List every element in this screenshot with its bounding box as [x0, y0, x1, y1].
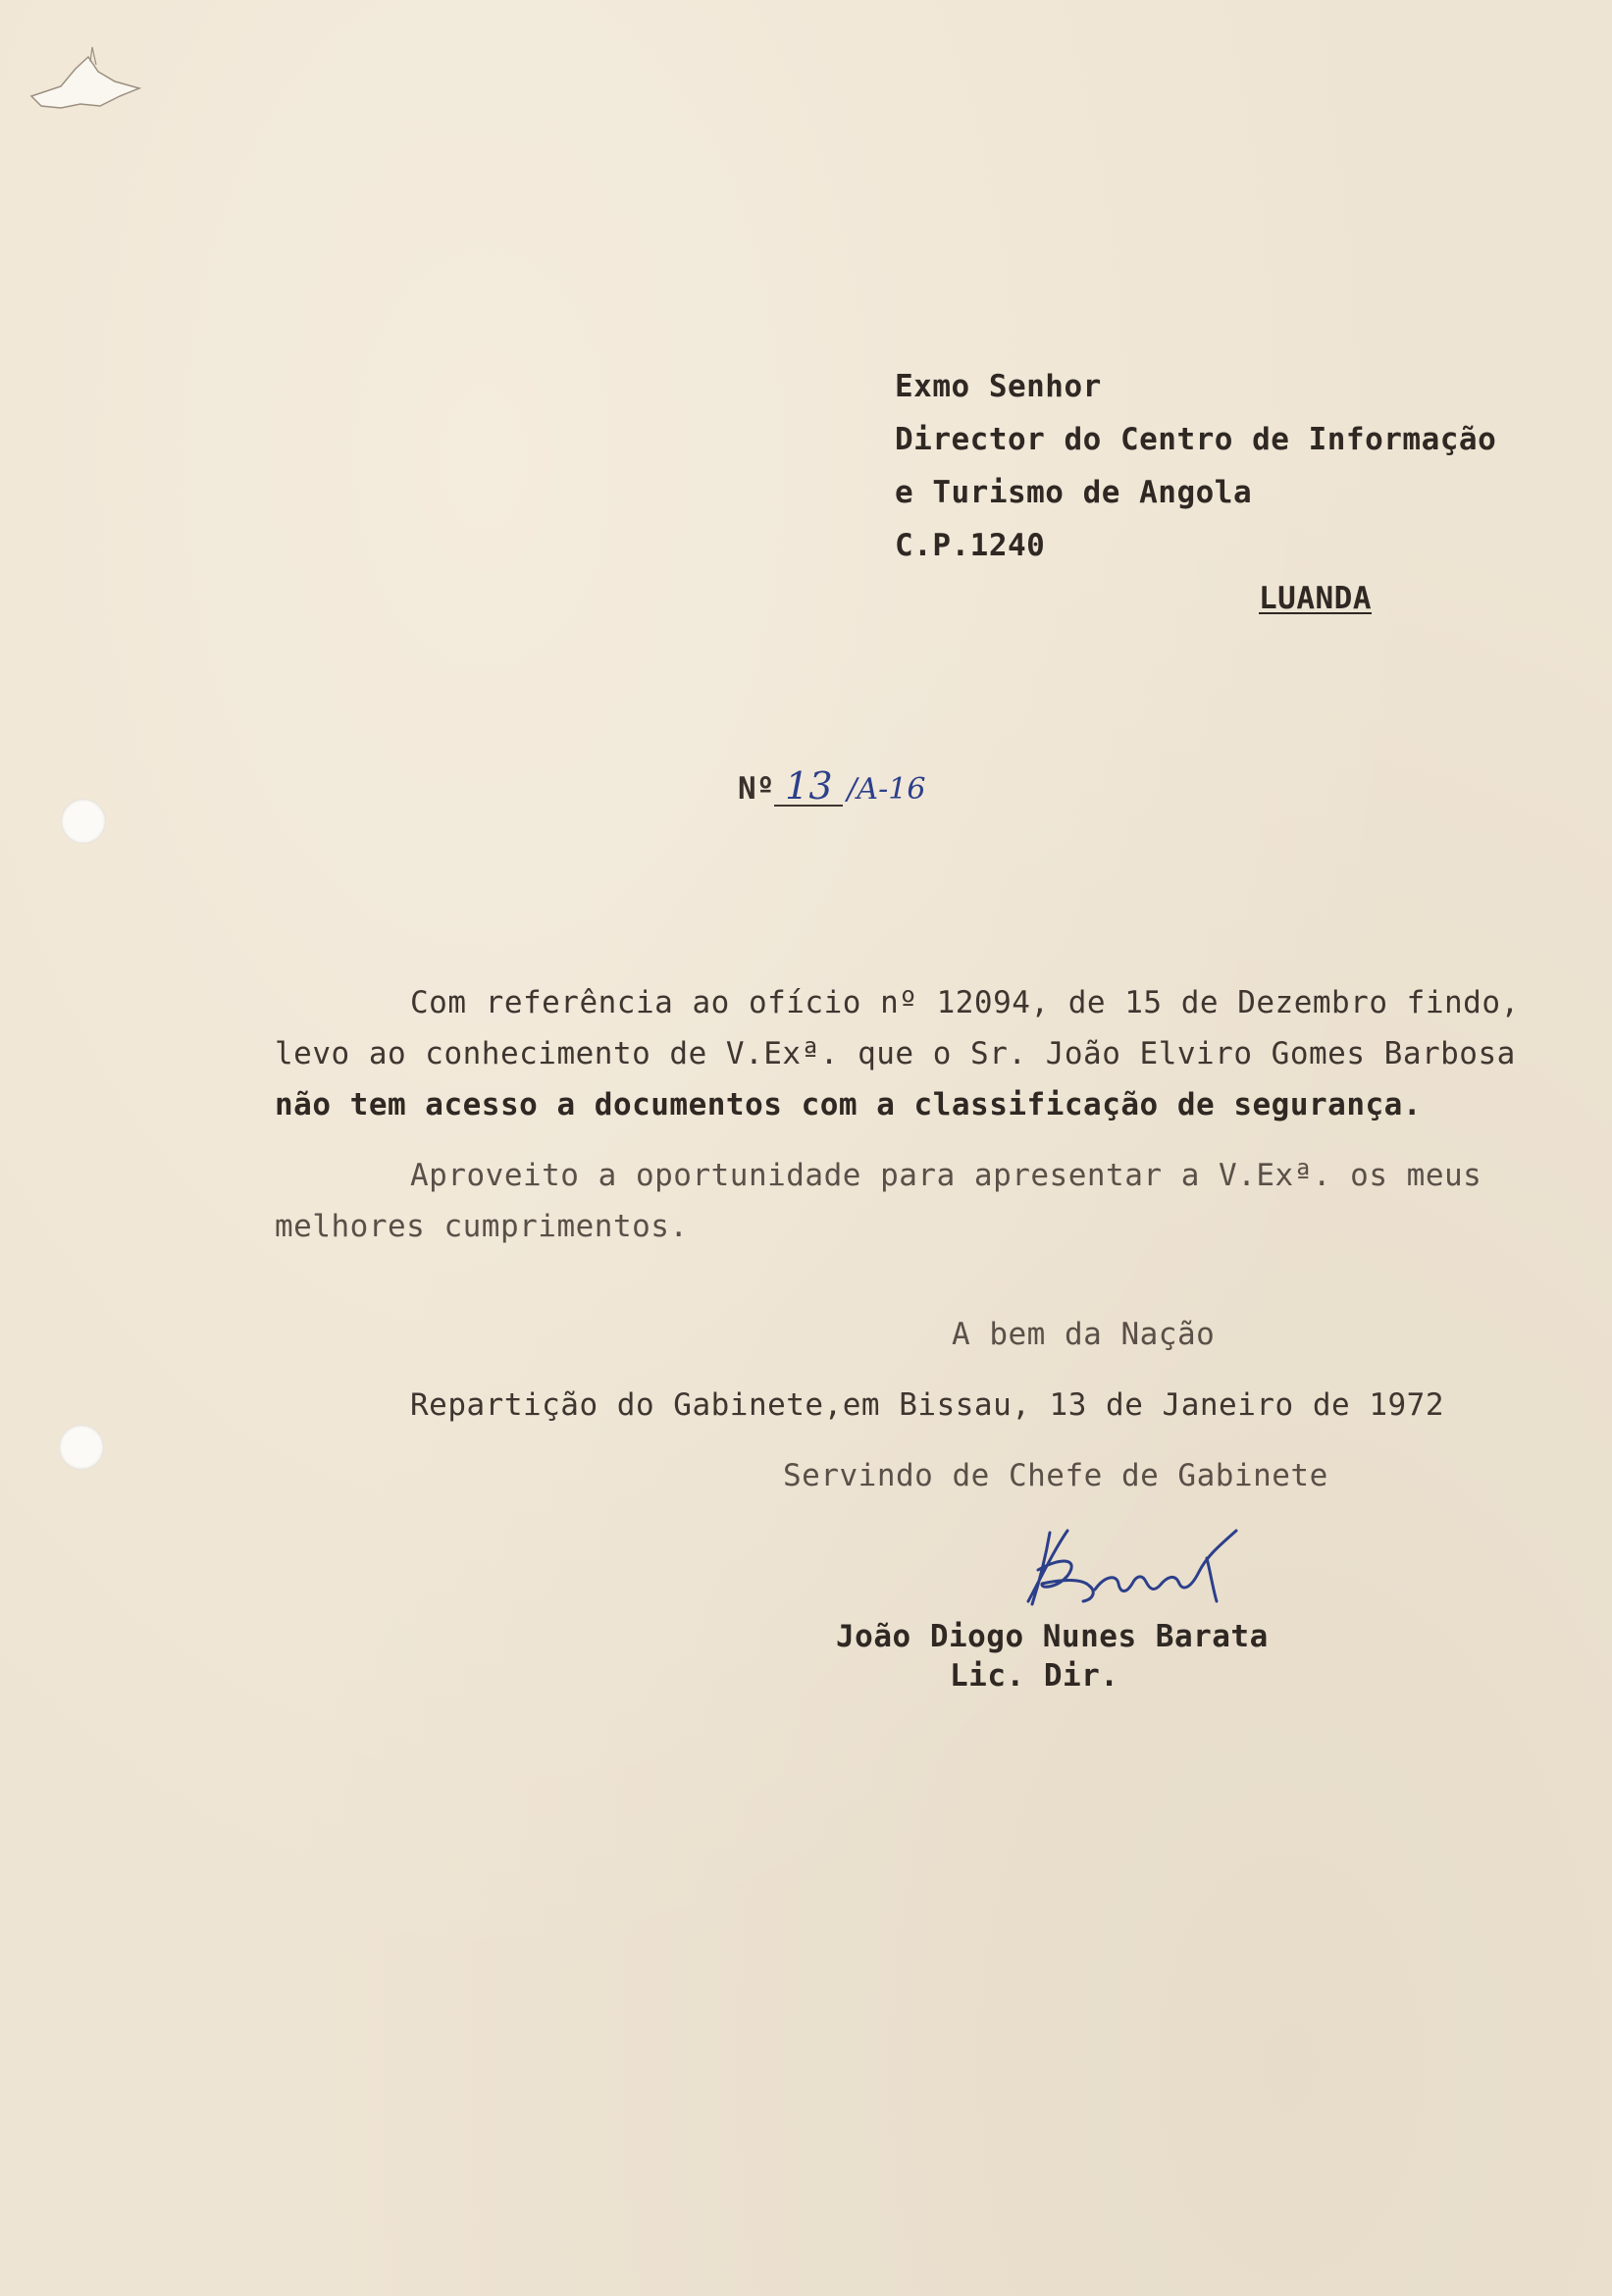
- closing-role: Servindo de Chefe de Gabinete: [783, 1458, 1328, 1493]
- torn-corner-mark: [22, 27, 149, 116]
- body-paragraph-2-line-1: Aproveito a oportunidade para apresentar a V.Exª. os meus: [410, 1158, 1482, 1193]
- addressee-line-1: Director do Centro de Informação: [895, 422, 1497, 457]
- addressee-salutation: Exmo Senhor: [895, 369, 1102, 404]
- punch-hole-upper: [61, 799, 106, 844]
- addressee-po-box: C.P.1240: [895, 528, 1046, 563]
- reference-number-handwritten: 13: [774, 767, 843, 807]
- punch-hole-lower: [59, 1425, 104, 1470]
- signatory-title: Lic. Dir.: [950, 1658, 1119, 1694]
- closing-place-date: Repartição do Gabinete,em Bissau, 13 de Janeiro de 1972: [410, 1387, 1444, 1423]
- body-paragraph-1-line-1: Com referência ao ofício nº 12094, de 15 de Dezembro findo,: [410, 985, 1520, 1020]
- closing-motto: A bem da Nação: [952, 1317, 1216, 1352]
- body-paragraph-2-line-2: melhores cumprimentos.: [275, 1209, 689, 1244]
- body-paragraph-1-line-3: não tem acesso a documentos com a classificação de segurança.: [275, 1087, 1422, 1122]
- addressee-line-2: e Turismo de Angola: [895, 475, 1253, 510]
- handwritten-signature: [1011, 1511, 1266, 1619]
- reference-suffix-handwritten: /A-16: [847, 772, 926, 807]
- addressee-city: LUANDA: [1259, 581, 1372, 616]
- reference-label: Nº: [738, 771, 775, 807]
- signatory-name: João Diogo Nunes Barata: [836, 1619, 1269, 1654]
- body-paragraph-1-line-2: levo ao conhecimento de V.Exª. que o Sr. João Elviro Gomes Barbosa: [275, 1036, 1516, 1071]
- reference-number-line: [738, 764, 926, 816]
